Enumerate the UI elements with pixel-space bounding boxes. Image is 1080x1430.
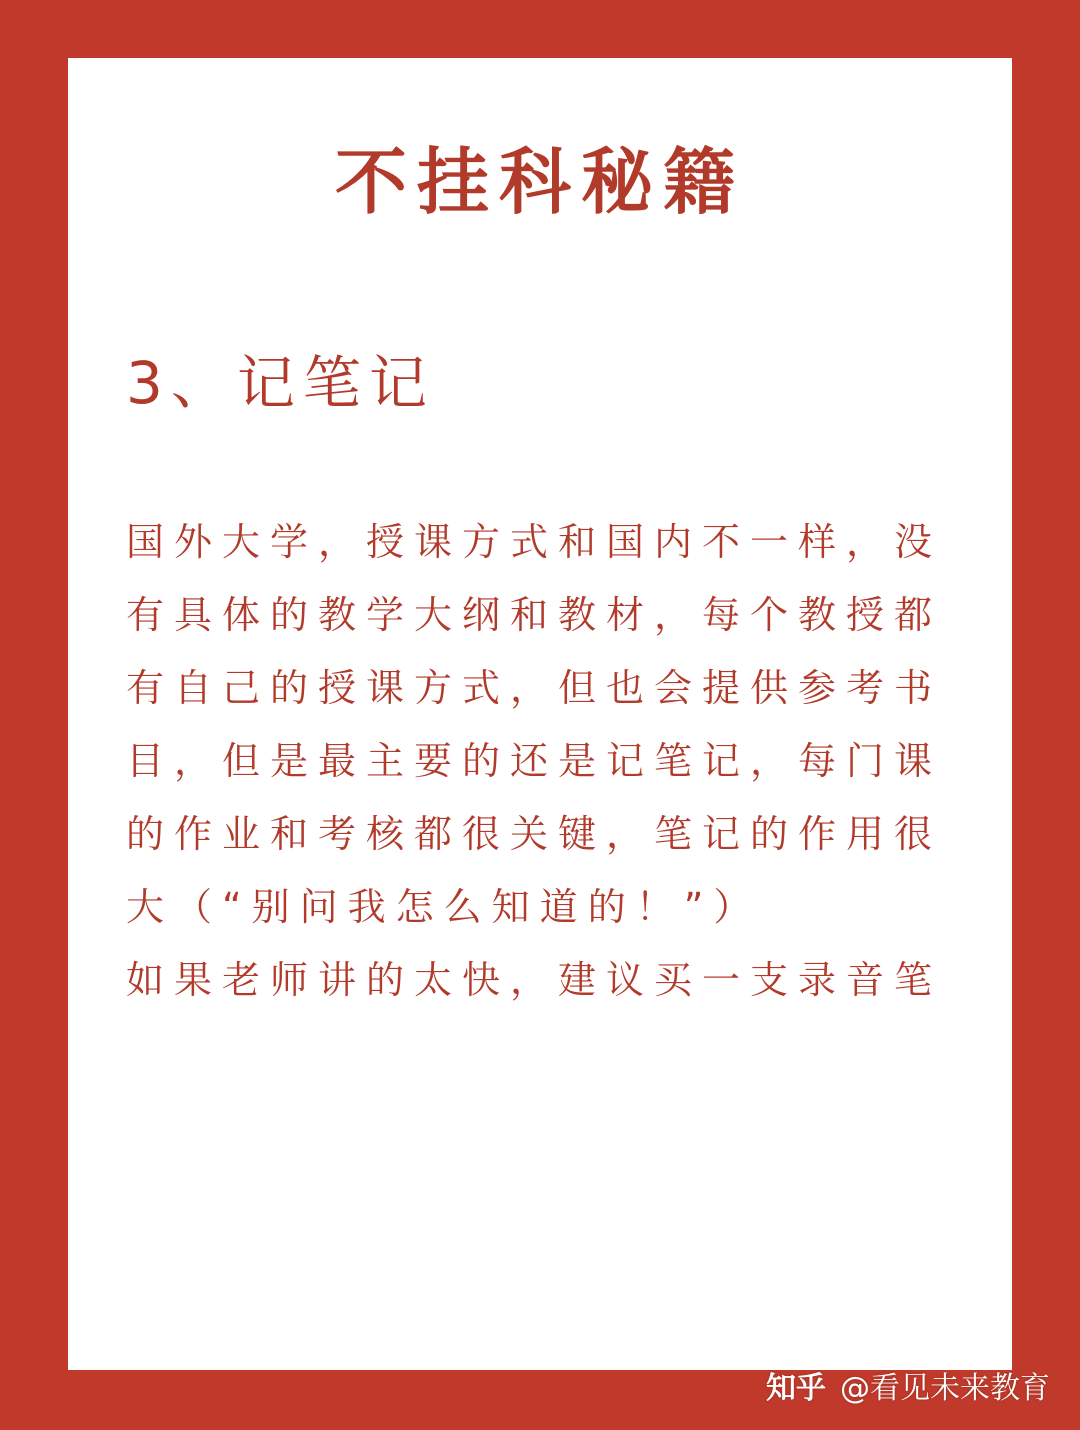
body-line: 大（“别问我怎么知道的！”） — [126, 885, 762, 929]
section-heading: 3、记笔记 — [126, 349, 435, 417]
body-line: 目，但是最主要的还是记笔记，每门课 — [126, 739, 943, 783]
body-line: 如果老师讲的太快，建议买一支录音笔 — [126, 958, 943, 1002]
body-line: 有具体的教学大纲和教材，每个教授都 — [126, 593, 943, 637]
body-line: 的作业和考核都很关键，笔记的作用很 — [126, 812, 943, 856]
page-title: 不挂科秘籍 — [334, 140, 745, 224]
body-paragraph — [126, 506, 960, 1017]
body-line: 国外大学，授课方式和国内不一样，没 — [126, 520, 943, 564]
body-line: 有自己的授课方式，但也会提供参考书 — [126, 666, 943, 710]
content-card — [68, 58, 1012, 1370]
watermark-author: @看见未来教育 — [840, 1371, 1050, 1406]
zhihu-watermark — [766, 1371, 1050, 1406]
watermark-brand: 知乎 — [766, 1371, 826, 1406]
